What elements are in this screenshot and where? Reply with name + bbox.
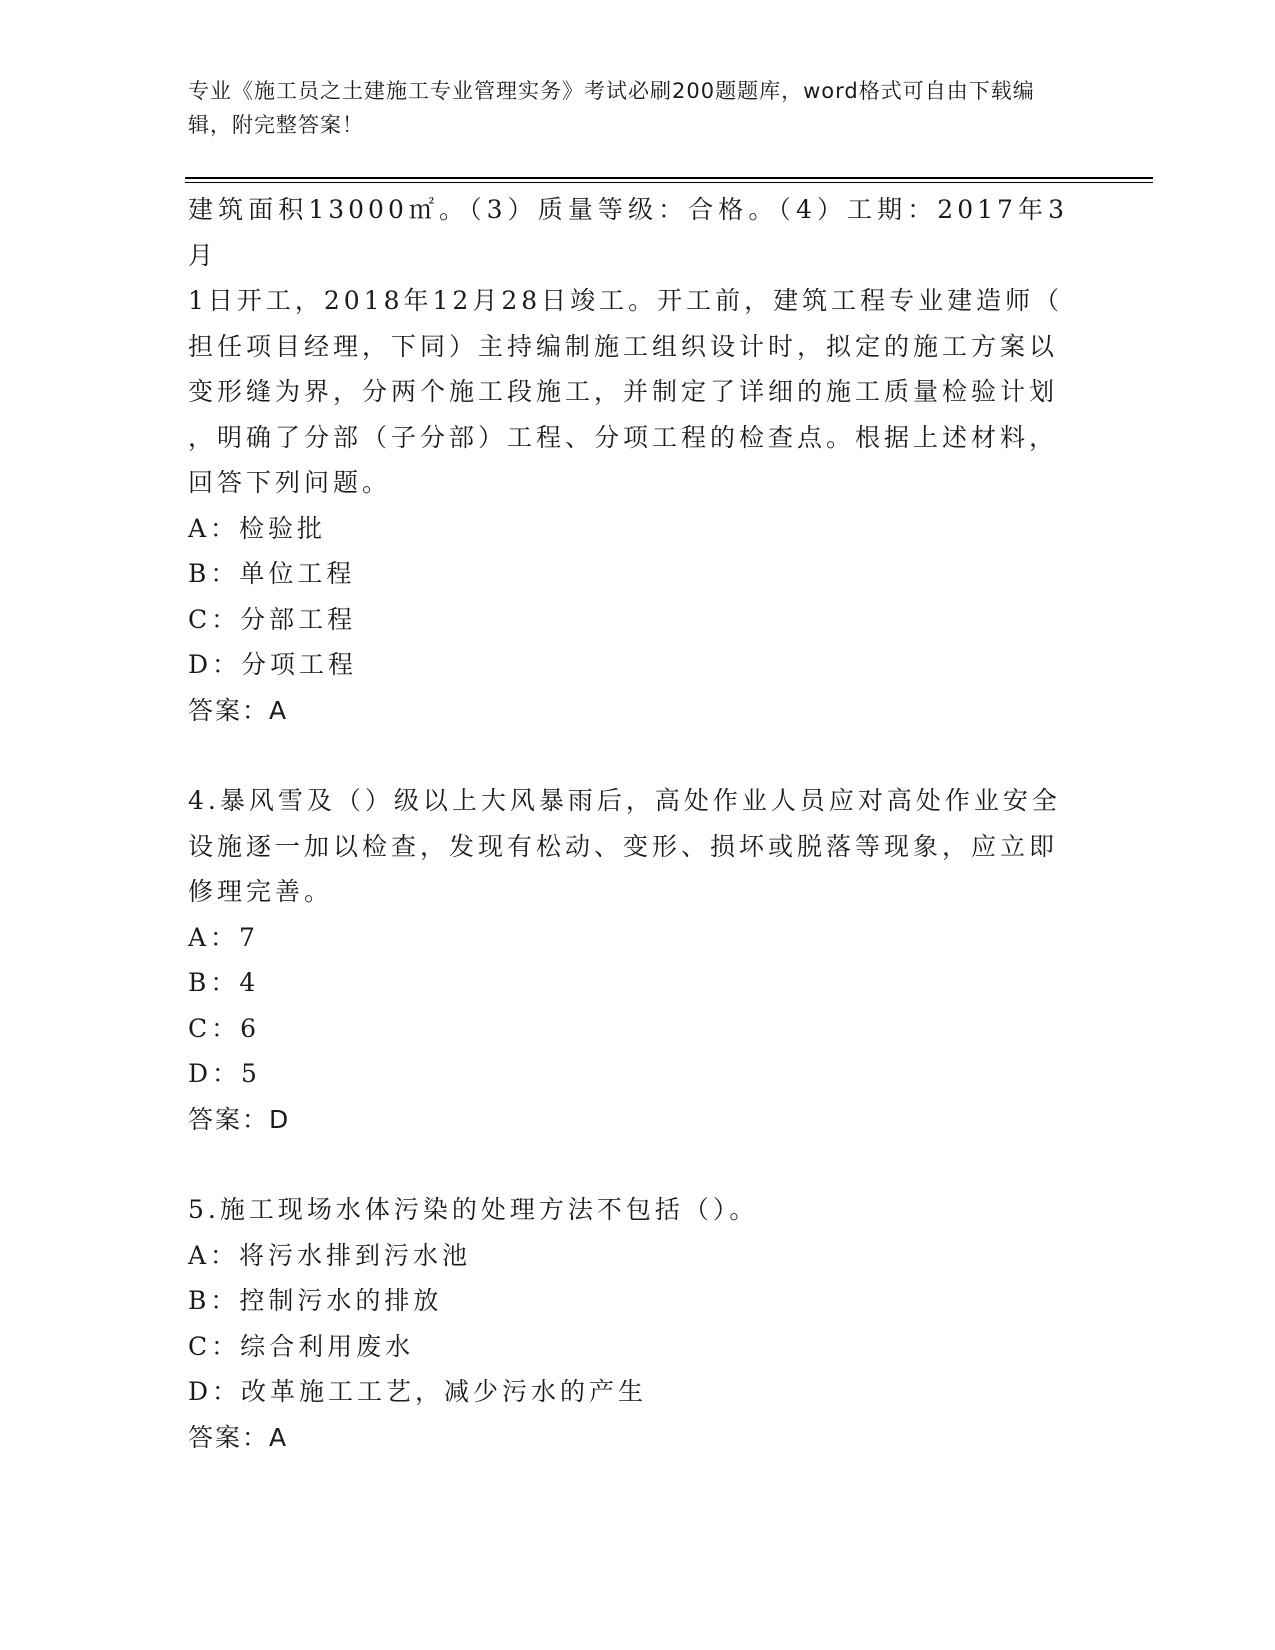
option-c: C：6 bbox=[188, 1013, 261, 1043]
question-text-line: 回答下列问题。 bbox=[188, 468, 392, 497]
option-b: B：控制污水的排放 bbox=[188, 1286, 443, 1315]
answer: 答案：A bbox=[188, 1422, 289, 1452]
answer: 答案：A bbox=[188, 695, 289, 725]
question-text-line: 1日开工，2018年12月28日竣工。开工前，建筑工程专业建造师（ bbox=[188, 286, 1064, 315]
header-divider-thin bbox=[185, 182, 1153, 183]
question-text-line: 5.施工现场水体污染的处理方法不包括（）。 bbox=[188, 1195, 759, 1224]
document-body bbox=[188, 187, 1068, 1460]
question-4 bbox=[188, 778, 1068, 1142]
question-text-line: 建筑面积13000㎡。（3）质量等级：合格。（4）工期：2017年3月 bbox=[188, 195, 1068, 270]
question-text-line: 担任项目经理，下同）主持编制施工组织设计时，拟定的施工方案以 bbox=[188, 331, 1059, 361]
page-header: 专业《施工员之土建施工专业管理实务》考试必刷200题题库，word格式可自由下载编辑，附完整答案！ bbox=[188, 79, 1035, 137]
option-d: D：5 bbox=[188, 1059, 261, 1088]
option-a: A：将污水排到污水池 bbox=[188, 1240, 472, 1270]
option-a: A：检验批 bbox=[188, 513, 327, 543]
question-text-line: 设施逐一加以检查，发现有松动、变形、损坏或脱落等现象，应立即 bbox=[188, 831, 1059, 861]
option-b: B：单位工程 bbox=[188, 559, 356, 588]
option-c: C：综合利用废水 bbox=[188, 1331, 415, 1361]
question-text-line: 4.暴风雪及（）级以上大风暴雨后，高处作业人员应对高处作业安全 bbox=[188, 786, 1061, 815]
question-text-line: 变形缝为界，分两个施工段施工，并制定了详细的施工质量检验计划 bbox=[188, 377, 1059, 406]
option-a: A：7 bbox=[188, 922, 259, 952]
option-d: D：改革施工工艺，减少污水的产生 bbox=[188, 1377, 648, 1406]
question-text-line: ，明确了分部（子分部）工程、分项工程的检查点。根据上述材料， bbox=[188, 422, 1059, 452]
question-3 bbox=[188, 187, 1068, 733]
header-divider bbox=[185, 177, 1153, 179]
question-5 bbox=[188, 1187, 1068, 1460]
option-b: B：4 bbox=[188, 968, 260, 997]
question-text-line: 修理完善。 bbox=[188, 877, 334, 906]
option-d: D：分项工程 bbox=[188, 650, 358, 679]
option-c: C：分部工程 bbox=[188, 604, 357, 634]
answer: 答案：D bbox=[188, 1104, 291, 1134]
